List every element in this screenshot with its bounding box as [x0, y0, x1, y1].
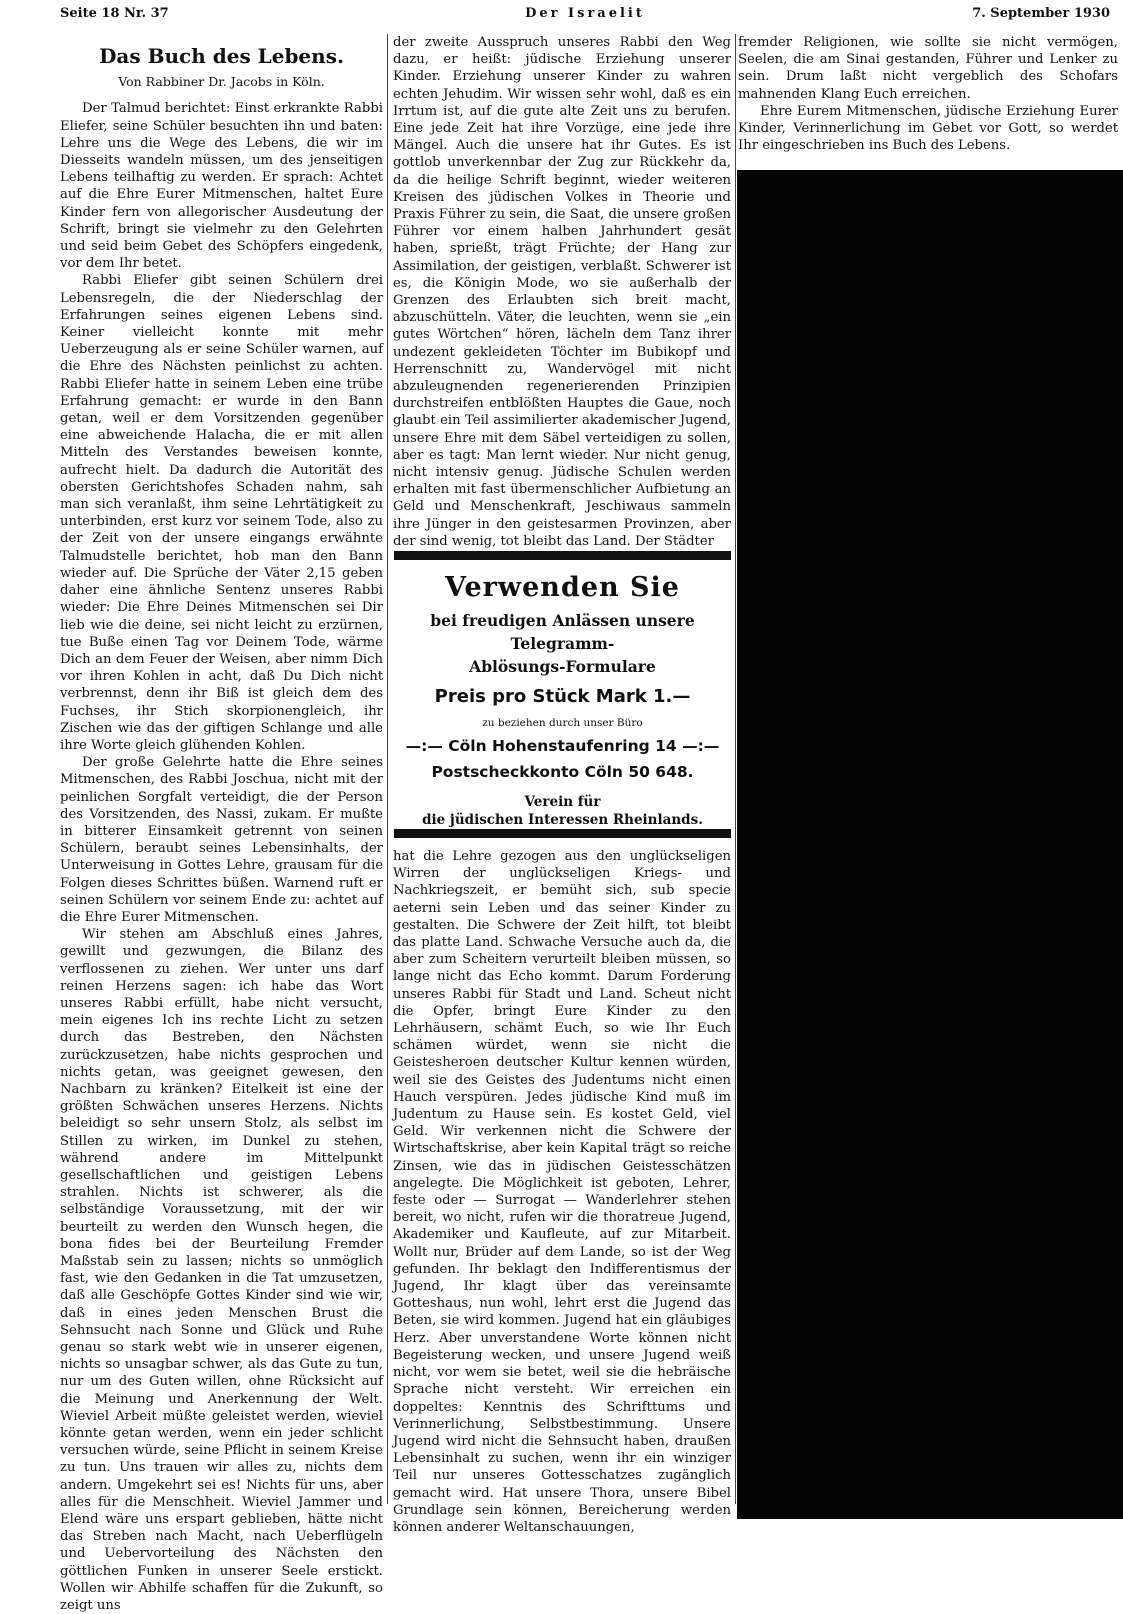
- ad-organisation-1: Verein für: [524, 794, 601, 810]
- paragraph: Ehre Eurem Mitmenschen, jüdische Erziehung Eurer Kinder, Verinnerlichung im Gebet vor Gott, so werdet Ihr eingeschrieben ins Buch des Lebens.: [738, 103, 1118, 154]
- paragraph: Der große Gelehrte hatte die Ehre seines Mitmenschen, des Rabbi Joschua, nicht mit der peinlichen Sorgfalt verteidigt, die der Person des Vorsitzenden, des Nassi, zukam. Er mußte in bitterer Einsamkeit getrennt von seinen Schülern, beraubt seines Lebensinhalts, der Unterweisung in Gottes Lehre, grausam für die Folgen dieses Schrittes büßen. Warnend ruft er seinen Schülern vor seinem Ende zu: achtet auf die Ehre Eurer Mitmenschen.: [60, 755, 383, 925]
- paragraph: der zweite Ausspruch unseres Rabbi den Weg dazu, er heißt: jüdische Erziehung unserer Kinder. Erziehung unserer Kinder zu wahren echten Jehudim. Wir wissen sehr wohl, daß es ein Irrtum ist, auf die gute alte Zeit uns zu berufen. Eine jede Zeit hat ihre Vorzüge, eine jede ihre Mängel. Auch die unsere hat ihr Gutes. Es ist gottlob unverkennbar der Zug zur Rückkehr da, da die heilige Schrift beginnt, wieder weiteren Kreisen des jüdischen Volkes in Theorie und Praxis Führer zu sein, die Saat, die unsere großen Führer vor einem halben Jahrhundert gesät haben, sprießt, trägt Früchte; der Hang zur Assimilation, der geistigen, verblaßt. Schwerer ist es, die Königin Mode, wo sie außerhalb der Grenzen des Erlaubten sich breit macht, abzuschütteln. Väter, die leuchten, wenn sie „ein gutes Wörtchen“ hören, lächeln dem Tanz ihrer undezent gekleideten Töchter im Bubikopf und Herrenschnitt zu, Wandervögel mit nicht abzuleugnenden regenerierenden Prinzipien durchstreifen entblößten Hauptes die Gaue, noch glaubt ein Teil assimilierter akademischer Jugend, unsere Ehre mit dem Säbel verteidigen zu sollen, aber es tagt: Man lernt wieder. Nur nicht genug, nicht intensiv genug. Jüdische Schulen werden erhalten mit fast übermenschlicher Aufbietung an Geld und Menschenkraft, Jeschiwaus sammeln ihre Jünger in den geistesarmen Provinzen, aber der sind wenig, tot bleibt das Land. Der Städter: [393, 35, 731, 549]
- article-column-2-bottom: [393, 848, 731, 1536]
- ad-price: Preis pro Stück Mark 1.—: [434, 686, 691, 707]
- article-byline: Von Rabbiner Dr. Jacobs in Köln.: [118, 74, 325, 90]
- column-divider: [387, 34, 388, 1504]
- masthead: [60, 6, 1110, 24]
- ad-top-bar: [394, 551, 731, 560]
- ad-source: zu beziehen durch unser Büro: [482, 717, 643, 729]
- paragraph: hat die Lehre gezogen aus den unglückseligen Wirren der unglückseligen Kriegs- und Nachkriegszeit, er bemüht sich, sub specie aeterni sein Leben und das seiner Kinder zu gestalten. Die Schwere der Zeit hilft, tot bleibt das platte Land. Schwache Versuche auch da, die aber zum Scheitern verurteilt bleiben müssen, so lange nicht das Echo kommt. Darum Forderung unseres Rabbi für Stadt und Land. Scheut nicht die Opfer, bringt Eure Kinder zu den Lehrhäusern, schämt Euch, so wie Ihr Euch schämen würdet, wenn sie nicht die Geistesheroen deutscher Kultur kennen würden, weil sie des Geistes des Judentums nicht einen Hauch verspüren. Jedes jüdische Kind muß im Judentum zu Hause sein. Es kostet Geld, viel Geld. Wir verkennen nicht die Schwere der Wirtschaftskrise, aber kein Kapital trägt so reiche Zinsen, wie das in jüdischen Geistesschätzen angelegte. Die Möglichkeit ist geboten, Lehrer, feste oder — Surrogat — Wanderlehrer stehen bereit, wo nicht, rufen wir die thoratreue Jugend, Akademiker und Kaufleute, auf zur Mitarbeit. Wollt nur, Brüder auf dem Lande, so ist der Weg gefunden. Ihr beklagt den Indifferentismus der Jugend, Ihr klagt über das vereinsamte Gotteshaus, nun wohl, lehrt erst die Jugend das Beten, sie wird kommen. Jugend hat ein gläubiges Herz. Aber unverstandene Worte können nicht Begeisterung wecken, und unsere Jugend weiß nicht, vor wem sie betet, weil sie die hebräische Sprache nicht versteht. Wir erreichen ein doppeltes: Kenntnis des Schrifttums und Verinnerlichung, Selbstbestimmung. Unsere Jugend wird nicht die Sehnsucht haben, draußen Lebensinhalt zu suchen, wenn ihr ein winziger Teil nur unseres Gottesschatzes zugänglich gemacht wird. Hat unsere Thora, unsere Bibel Grundlage sein können, Bereicherung werden können anderer Weltanschauungen,: [393, 849, 731, 1535]
- article-title: Das Buch des Lebens.: [99, 44, 344, 68]
- advertisement: [394, 551, 731, 838]
- page-number: Seite 18 Nr. 37: [60, 6, 169, 21]
- paragraph: Rabbi Eliefer gibt seinen Schülern drei Lebensregeln, die der Niederschlag der Erfahrungen seines eigenen Lebens sind. Keiner vielleicht konnte mit mehr Ueberzeugung als er seine Schüler warnen, auf die Ehre des Nächsten peinlichst zu achten. Rabbi Eliefer hatte in seinem Leben eine trübe Erfahrung gemacht: er wurde in den Bann getan, weil er dem Vorsitzenden gegenüber eine abweichende Halacha, die er mit allen Mitteln des Verstandes beweisen konnte, aufrecht hielt. Da dadurch die Autorität des obersten Gerichtshofes Schaden nahm, sah man sich veranlaßt, ihm seine Lehrtätigkeit zu unterbinden, erst kurz vor seinem Tode, also zu der Zeit von der unsere eingangs erwähnte Talmudstelle berichtet, hob man den Bann wieder auf. Die Sprüche der Väter 2,15 geben daher eine ähnliche Sentenz unseres Rabbi wieder: Die Ehre Deines Mitmenschen sei Dir lieb wie die deine, sei nicht leicht zu erzürnen, tue Buße einen Tag vor Deinem Tode, wärme Dich an dem Feuer der Weisen, aber nimm Dich vor ihren Kohlen in acht, daß Du Dich nicht verbrennst, denn ihr Biß ist gleich dem des Fuchses, ihr Stich skorpionengleich, ihr Zischen wie das der giftigen Schlange und alle ihre Worte gleich glühenden Kohlen.: [60, 273, 383, 753]
- paragraph: Der Talmud berichtet: Einst erkrankte Rabbi Eliefer, seine Schüler besuchten ihn und baten: Lehre uns die Wege des Lebens, die wir im Diesseits wandeln müssen, um des jenseitigen Lebens teilhaftig zu werden. Er sprach: Achtet auf die Ehre Eurer Mitmenschen, haltet Eure Kinder fern von allegorischer Ausdeutung der Schrift, bringt sie vielmehr zu den Gelehrten und seid beim Gebet des Schöpfers eingedenk, vor dem Ihr betet.: [60, 101, 383, 272]
- ad-address: —:— Cöln Hohenstaufenring 14 —:—: [405, 737, 720, 755]
- ad-organisation-2: die jüdischen Interessen Rheinlands.: [422, 812, 703, 828]
- ad-line-1: bei freudigen Anlässen unsere Telegramm-: [430, 611, 695, 653]
- article-column-1: [60, 44, 383, 1614]
- issue-date: 7. September 1930: [972, 6, 1110, 21]
- ad-headline: Verwenden Sie: [445, 572, 680, 603]
- newspaper-title: Der Israelit: [525, 6, 645, 21]
- blank-black-area: [737, 170, 1123, 1519]
- ad-bottom-bar: [394, 829, 731, 838]
- column-divider: [735, 34, 736, 1504]
- article-column-3: [738, 34, 1118, 154]
- paragraph: Wir stehen am Abschluß eines Jahres, gewillt und gezwungen, die Bilanz des verflossenen zu ziehen. Wer unter uns darf reinen Herzens sagen: ich habe das Wort unseres Rabbi erfüllt, habe nicht versucht, mein eigenes Ich ins rechte Licht zu setzen durch das Bestreben, den Nächsten zurückzusetzen, habe nichts gesprochen und nichts getan, was geeignet gewesen, den Nachbarn zu kränken? Eitelkeit ist eine der größten Schwächen unseres Herzens. Nichts beleidigt so sehr unsern Stolz, als selbst im Stillen zu wirken, im Dunkel zu stehen, während andere im Mittelpunkt gesellschaftlichen und geistigen Lebens strahlen. Nichts ist schwerer, als die selbständige Voraussetzung, mit der wir beurteilt zu werden den Wunsch hegen, die bona fides bei der Beurteilung Fremder Maßstab sein zu lassen; nichts so unmöglich fast, wie den Gedanken in die Tat umzusetzen, daß alle Geschöpfe Gottes Kinder sind wie wir, daß in eines jeden Menschen Brust die Sehnsucht nach Sonne und Glück und Ruhe genau so stark webt wie in unserer eigenen, nichts so unsagbar schwer, als das Gute zu tun, nur um des Guten willen, ohne Rücksicht auf die Meinung und Anerkennung der Welt. Wieviel Arbeit müßte geleistet werden, wieviel könnte getan werden, wenn ein jeder schlicht versuchen würde, seine Pflicht in seinem Kreise zu tun. Uns trauen wir alles zu, nichts dem andern. Umgekehrt sei es! Nichts für uns, aber alles für die Menschheit. Wieviel Jammer und Elend wäre uns erspart geblieben, hätte nicht das Streben nach Macht, nach Ueberflügeln und Uebervorteilung des Nächsten den göttlichen Funken in unserer Seele erstickt. Wollen wir Abhilfe schaffen für die Zukunft, so zeigt uns: [60, 927, 383, 1614]
- ad-line-2: Ablösungs-Formulare: [469, 657, 656, 676]
- ad-postscheck: Postscheckkonto Cöln 50 648.: [431, 763, 694, 781]
- article-column-2-top: [393, 34, 731, 550]
- paragraph: fremder Religionen, wie sollte sie nicht vermögen, Seelen, die am Sinai gestanden, Führer und Lenker zu sein. Drum laßt nicht vergeblich des Schofars mahnenden Klang Euch erreichen.: [738, 35, 1118, 102]
